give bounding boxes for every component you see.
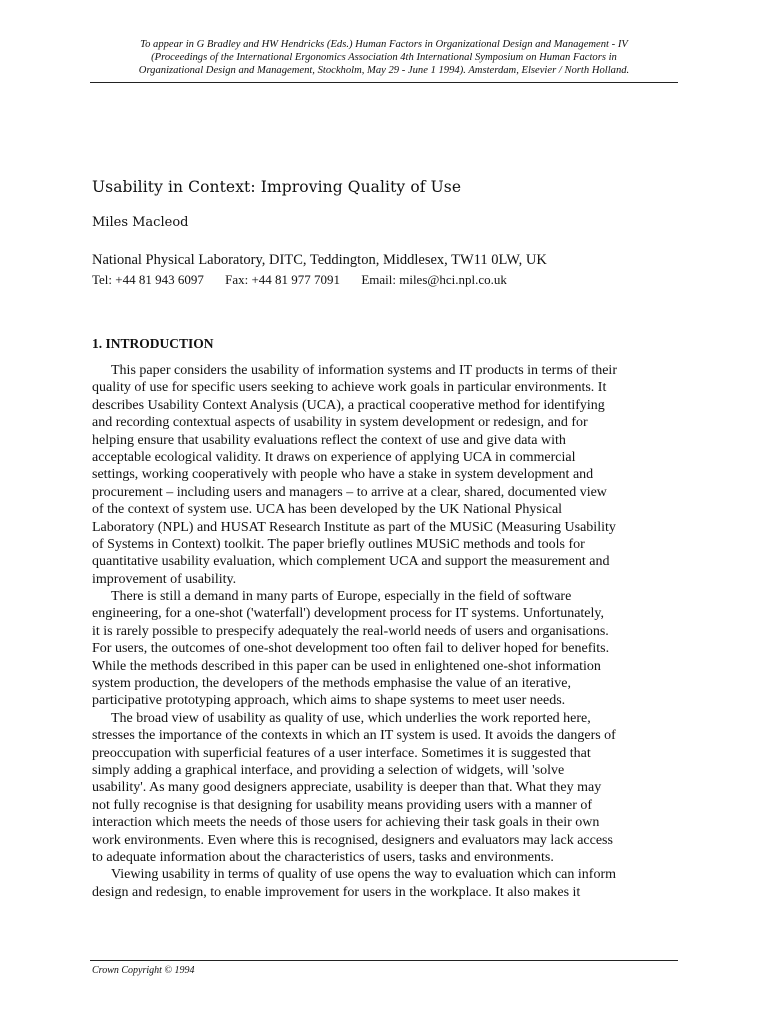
paper-author: Miles Macleod bbox=[92, 215, 189, 230]
author-contact bbox=[92, 272, 525, 288]
body-text-line: For users, the outcomes of one-shot development too often fail to deliver hoped for benefits. bbox=[92, 641, 610, 657]
body-text-line: engineering, for a one-shot ('waterfall') development process for IT systems. Unfortunately, bbox=[92, 606, 604, 622]
body-text-line: Viewing usability in terms of quality of use opens the way to evaluation which can inform bbox=[111, 867, 616, 883]
body-text-line: stresses the importance of the contexts in which an IT system is used. It avoids the dangers of bbox=[92, 728, 616, 744]
body-text-line: simply adding a graphical interface, and providing a selection of widgets, will 'solve bbox=[92, 762, 565, 778]
body-text-line: improvement of usability. bbox=[92, 571, 237, 587]
header-rule bbox=[90, 82, 678, 83]
body-text-line: of Systems in Context) toolkit. The paper briefly outlines MUSiC methods and tools for bbox=[92, 536, 585, 552]
body-text-line: work environments. Even where this is recognised, designers and evaluators may lack access bbox=[92, 832, 613, 848]
publication-note-line: To appear in G Bradley and HW Hendricks (Eds.) Human Factors in Organizational Design and Management - IV bbox=[140, 39, 628, 50]
body-text-line: acceptable ecological validity. It draws on experience of applying UCA in commercial bbox=[92, 449, 576, 465]
body-text-line: helping ensure that usability evaluations reflect the context of use and give data with bbox=[92, 432, 566, 448]
section-body bbox=[92, 362, 692, 901]
author-affiliation: National Physical Laboratory, DITC, Teddington, Middlesex, TW11 0LW, UK bbox=[92, 252, 547, 268]
body-text-line: The broad view of usability as quality of use, which underlies the work reported here, bbox=[111, 710, 591, 726]
contact-email: Email: miles@hci.npl.co.uk bbox=[361, 272, 507, 287]
body-text-line: preoccupation with superficial features of a user interface. Sometimes it is suggested that bbox=[92, 745, 591, 761]
body-text-line: This paper considers the usability of information systems and IT products in terms of their bbox=[111, 363, 617, 378]
body-text-line: quantitative usability evaluation, which complement UCA and support the measurement and bbox=[92, 554, 610, 570]
section-heading: 1. INTRODUCTION bbox=[92, 336, 214, 351]
body-text-line: design and redesign, to enable improvement for users in the workplace. It also makes it bbox=[92, 884, 581, 900]
publication-note bbox=[90, 38, 678, 77]
body-text-line: system production, the developers of the methods emphasise the value of an iterative, bbox=[92, 676, 571, 692]
body-text-line: There is still a demand in many parts of Europe, especially in the field of software bbox=[111, 589, 572, 605]
contact-fax: Fax: +44 81 977 7091 bbox=[225, 272, 341, 287]
footer-rule bbox=[90, 960, 678, 961]
body-text-line: it is rarely possible to prespecify adequately the real-world needs of users and organisations. bbox=[92, 623, 609, 639]
body-text-line: interaction which meets the needs of those users for achieving their task goals in their own bbox=[92, 815, 600, 831]
body-text-line: quality of use for specific users seeking to achieve work goals in particular environments. It bbox=[92, 380, 607, 396]
body-text-line: of the context of system use. UCA has been developed by the UK National Physical bbox=[92, 502, 563, 518]
body-text-line: While the methods described in this paper can be used in enlightened one-shot information bbox=[92, 658, 601, 674]
body-text-line: participative prototyping approach, which aims to shape systems to meet user needs. bbox=[92, 693, 566, 709]
paper-title: Usability in Context: Improving Quality of Use bbox=[92, 178, 462, 196]
body-text-line: procurement – including users and managers – to arrive at a clear, shared, documented view bbox=[92, 484, 607, 500]
body-text-line: not fully recognise is that designing for usability means providing users with a manner of bbox=[92, 797, 593, 813]
body-text-line: Laboratory (NPL) and HUSAT Research Institute as part of the MUSiC (Measuring Usability bbox=[92, 519, 616, 535]
publication-note-line: Organizational Design and Management, Stockholm, May 29 - June 1 1994). Amsterdam, Elsevier / North Holland. bbox=[138, 65, 630, 76]
publication-note-line: (Proceedings of the International Ergonomics Association 4th International Symposium on Human Factors in bbox=[151, 52, 617, 63]
copyright-footer: Crown Copyright © 1994 bbox=[92, 965, 195, 976]
contact-tel: Tel: +44 81 943 6097 bbox=[92, 272, 204, 287]
body-text-line: usability'. As many good designers appreciate, usability is deeper than that. What they may bbox=[92, 780, 602, 796]
body-text-line: and recording contextual aspects of usability in system development or redesign, and for bbox=[92, 415, 588, 431]
body-text-line: settings, working cooperatively with people who have a stake in system development and bbox=[92, 467, 594, 483]
body-text-line: describes Usability Context Analysis (UCA), a practical cooperative method for identifying bbox=[92, 397, 605, 413]
body-text-line: to adequate information about the characteristics of users, tasks and environments. bbox=[92, 849, 554, 865]
